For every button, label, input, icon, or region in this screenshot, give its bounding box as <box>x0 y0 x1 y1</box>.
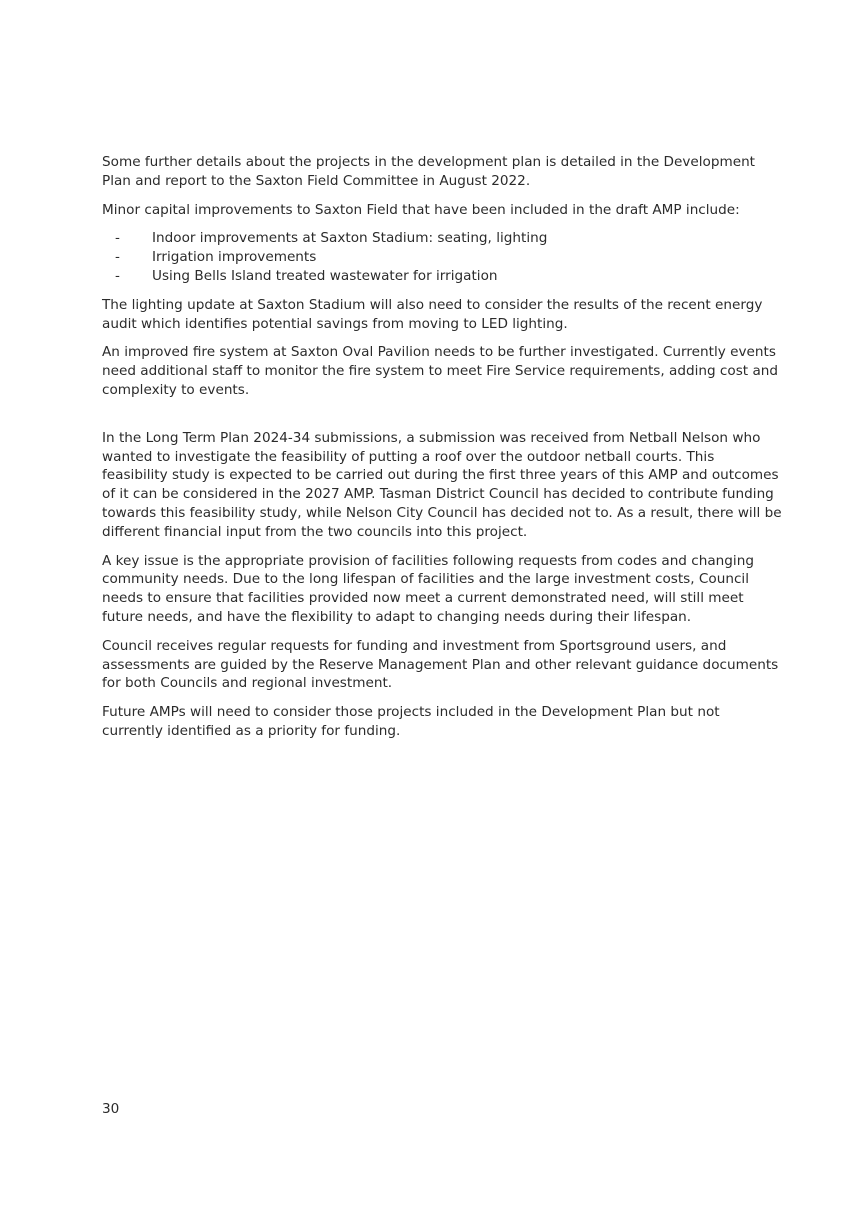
bullet-dash: - <box>115 230 120 247</box>
paragraph-netball-roof: In the Long Term Plan 2024-34 submissions, a submission was received from Netball Nelson who wanted to investigate the feasibility of putting a roof over the outdoor netball courts. This feasibility study is expected to be carried out during the first three years of this AMP and outcomes of it can be considered in the 2027 AMP. Tasman District Council has decided to contribute funding towards this feasibility study, while Nelson City Council has decided not to. As a result, there will be different financial input from the two councils into this project. <box>102 429 782 540</box>
list-item-text: Irrigation improvements <box>152 249 317 266</box>
paragraph-future-amps: Future AMPs will need to consider those projects included in the Development Plan but not currently identified as a priority for funding. <box>102 704 720 739</box>
paragraph-development-plan-details: Some further details about the projects in the development plan is detailed in the Development Plan and report to the Saxton Field Committee in August 2022. <box>102 154 756 189</box>
paragraph-funding-requests: Council receives regular requests for funding and investment from Sportsground users, and assessments are guided by the Reserve Management Plan and other relevant guidance documents for both Councils and regional investment. <box>102 637 779 692</box>
list-item <box>102 248 782 267</box>
minor-improvements-list <box>102 229 782 285</box>
section-spacer <box>102 410 782 429</box>
paragraph-lighting-update: The lighting update at Saxton Stadium will also need to consider the results of the recent energy audit which identifies potential savings from moving to LED lighting. <box>102 296 763 332</box>
list-item <box>102 229 782 248</box>
document-body <box>102 153 782 751</box>
bullet-dash: - <box>115 249 120 266</box>
list-item-text: Indoor improvements at Saxton Stadium: seating, lighting <box>152 230 548 247</box>
list-item-text: Using Bells Island treated wastewater for irrigation <box>152 267 498 284</box>
bullet-dash: - <box>115 267 120 284</box>
paragraph-facility-provision: A key issue is the appropriate provision of facilities following requests from codes and changing community needs. Due to the long lifespan of facilities and the large investment costs, Council needs to ensure that facilities provided now meet a current demonstrated need, will still meet future needs, and have the flexibility to adapt to changing needs during their lifespan. <box>102 552 754 625</box>
page-number: 30 <box>102 1101 120 1117</box>
paragraph-minor-capital-intro: Minor capital improvements to Saxton Field that have been included in the draft AMP include: <box>102 201 740 218</box>
paragraph-fire-system: An improved fire system at Saxton Oval Pavilion needs to be further investigated. Currently events need additional staff to monitor the fire system to meet Fire Service requirements, adding cost and complexity to events. <box>102 344 779 398</box>
list-item <box>102 267 782 286</box>
